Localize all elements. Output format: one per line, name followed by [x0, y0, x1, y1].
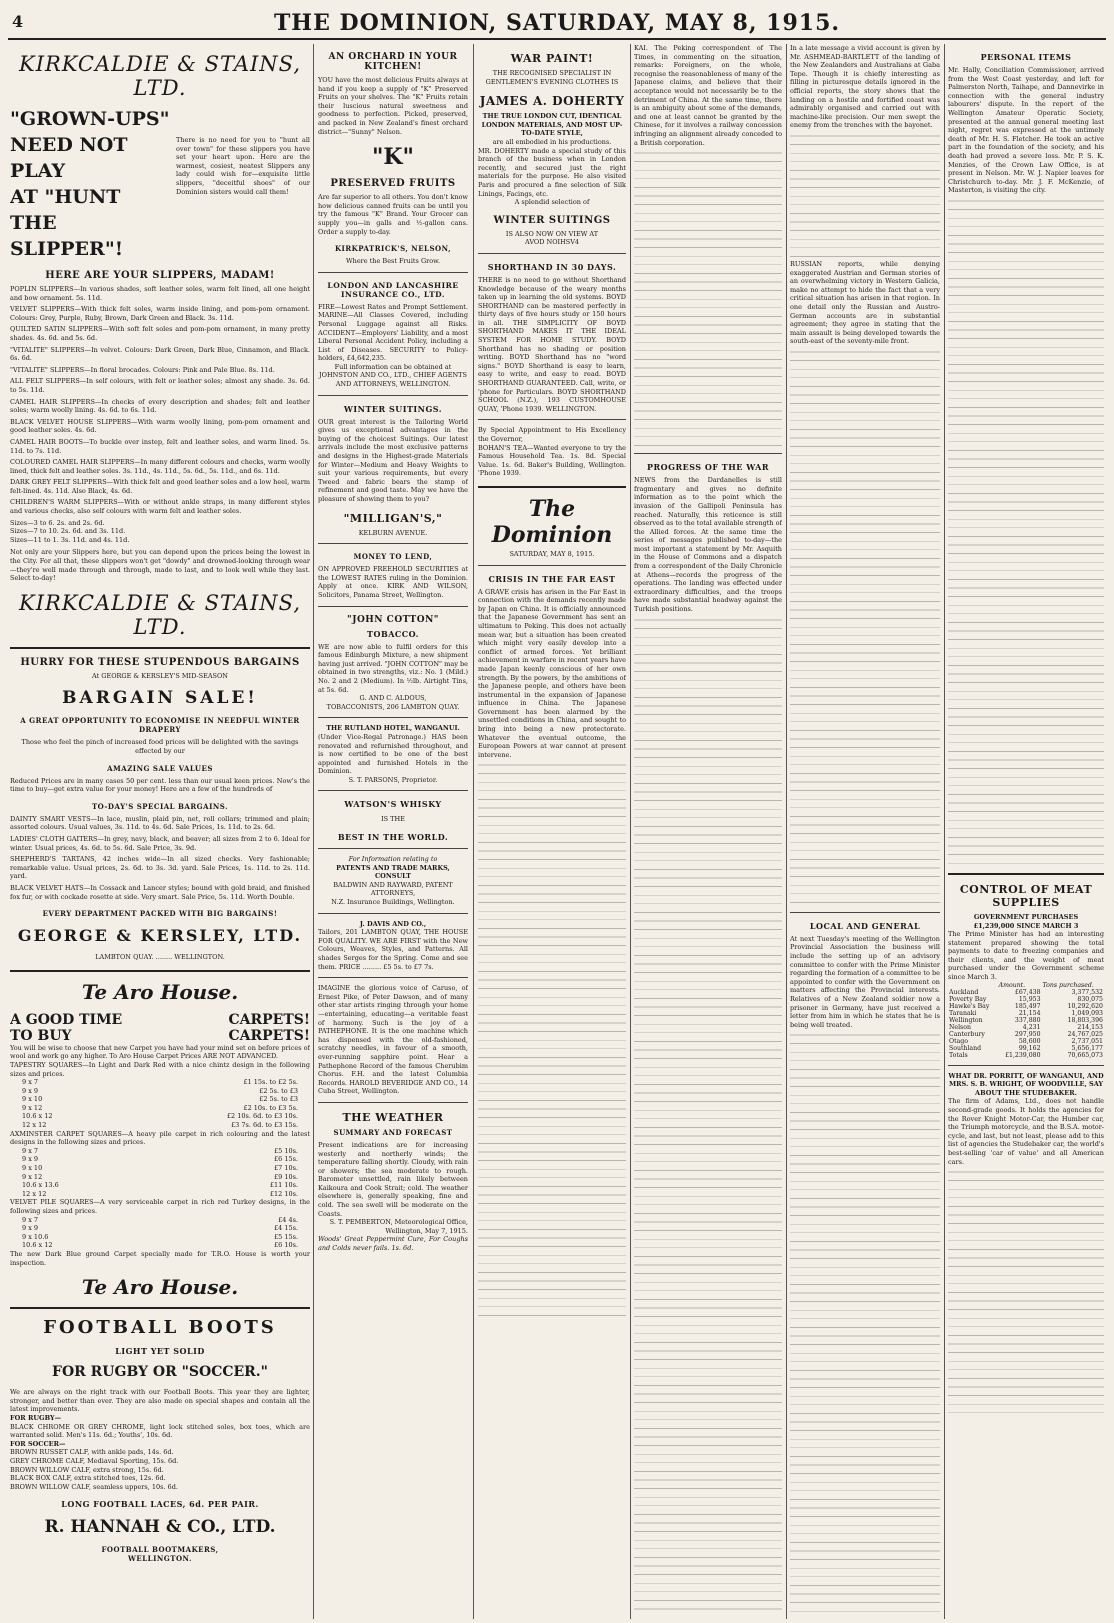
meat-cell: 830,075 — [1077, 995, 1103, 1003]
price-row — [10, 1224, 310, 1233]
te-aro-house-title: Te Aro House. — [81, 979, 239, 1004]
slippers-heading: HERE ARE YOUR SLIPPERS, MADAM! — [45, 270, 275, 281]
meat-cell: Otago — [949, 1037, 968, 1045]
dominion-nameplate: The Dominion — [491, 495, 613, 548]
football-boots-head: FOOTBALL BOOTS — [43, 1317, 277, 1339]
price-row — [10, 1078, 310, 1087]
gk-values-head: AMAZING SALE VALUES — [107, 763, 213, 773]
ashmead-text: In a late message a vivid account is given by Mr. ASHMEAD-BARTLETT of the landing of the New Zealanders and Australians at Gaba Tepe. Though it is chiefly interesting as filling in picturesque details ignored in the official reports, the story shows that the landing on a hostile and fortified coast was admirably organised and carried out with machine-like precision. Our men swept the enemy from the trenches with the bayonet. — [790, 44, 940, 130]
rugby-head: FOR RUGBY— — [10, 1413, 62, 1422]
carpet-intro: You will be wise to choose that new Carpet you have had your mind set on before prices of wool and work go any higher. To Aro House Carpet Prices ARE NOT ADVANCED. — [10, 1043, 310, 1061]
soccer-item: GREY CHROME CALF, Mediaval Sporting, 15s. 6d. — [10, 1456, 179, 1465]
slipper-footnote: Not only are your Slippers here, but you can depend upon the prices being the lowest in the City. For all that, these slippers won't get "dowdy" and drowned-looking through wear—they're well made through and through, made to last, and to look well while they last. Select to-day! — [10, 548, 310, 583]
gk-sale-title: BARGAIN SALE! — [62, 688, 258, 709]
meat-cell: 5,656,177 — [1071, 1044, 1103, 1052]
gk-values-text: Reduced Prices are in many cases 50 per cent. less than our usual keen prices. Now's the time to buy—get extra value for your money! Here are a few of the hundreds of — [10, 776, 310, 794]
meat-cell: Canterbury — [949, 1030, 985, 1038]
article-text-continued — [790, 130, 940, 260]
price-value: £6 15s. — [273, 1155, 298, 1164]
milligan-addr: KELBURN AVENUE. — [358, 528, 428, 537]
headline-line: "GROWN-UPS" — [10, 108, 170, 130]
article-text-continued — [790, 346, 940, 906]
good-time: A GOOD TIME — [10, 1011, 123, 1028]
meat-cell: 70,665,073 — [1067, 1051, 1103, 1059]
gk-address: LAMBTON QUAY. ........ WELLINGTON. — [95, 953, 225, 962]
shorthand-head: SHORTHAND IN 30 DAYS. — [487, 261, 617, 272]
price-row — [10, 1164, 310, 1173]
milligan-head: WINTER SUITINGS. — [343, 403, 443, 414]
column-rule — [313, 44, 314, 1619]
meat-row — [948, 1003, 1104, 1010]
gk-item: BLACK VELVET HATS—In Cossack and Lancer styles; bound with gold braid, and finished fox fur, or with cockade rosette at side. Very smart. Sale Price, 5s. 11d. Worth Double. — [10, 883, 310, 901]
price-row — [10, 1190, 310, 1199]
slipper-item: ALL FELT SLIPPERS—In self colours, with felt or leather soles; almost any shade. 3s. 6d. to 5s. 11d. — [10, 377, 310, 394]
hotel-text: (Under Vice-Regal Patronage.) HAS been renovated and refurnished throughout, and is now certified to be one of the best appointed and furnished Hotels in the Dominion. — [318, 732, 468, 776]
orchard-head: AN ORCHARD IN YOUR KITCHEN! — [328, 52, 458, 72]
slipper-item: "VITALITE" SLIPPERS—In velvet. Colours: Dark Green, Dark Blue, Cinnamon, and Black. 6s. 6d. — [10, 345, 310, 363]
meat-cell: 3,377,532 — [1071, 988, 1103, 996]
local-general-text: At next Tuesday's meeting of the Wellington Provincial Association the business will include the setting up of an advisory committee to confer with the Prime Minister regarding the formation of a committee to be appointed to confer with the Government on matters affecting the Provincial interests. Relatives of a New Zealand soldier now a prisoner in Germany, have just received a letter from him in which he states that he is being well treated. — [790, 934, 940, 1029]
personal-items-head: PERSONAL ITEMS — [980, 52, 1072, 62]
article-text-continued — [948, 1166, 1104, 1416]
price-size: 12 x 12 — [22, 1121, 47, 1130]
carpet-note: The new Dark Blue ground Carpet specially made for T.R.O. House is worth your inspection. — [10, 1249, 310, 1267]
meat-row — [948, 1052, 1104, 1059]
insurance-name: LONDON AND LANCASHIRE INSURANCE CO., LTD. — [327, 280, 459, 299]
k-text: Are far superior to all others. You don't know how delicious canned fruits can be until you try the famous "K" Brand. Your Grocer can supply you—in galls and ½-gallon cans. Order a supply to-day. — [318, 193, 468, 236]
patent-addr: N.Z. Insurance Buildings, Wellington. — [331, 898, 455, 907]
price-size: 9 x 10 — [22, 1095, 43, 1104]
page-number: 4 — [12, 12, 24, 31]
meat-cell: 1,049,093 — [1071, 1009, 1103, 1017]
te-aro-house-title-2: Te Aro House. — [81, 1275, 239, 1300]
football-for: FOR RUGBY OR "SOCCER." — [52, 1364, 268, 1381]
milligan-name: "MILLIGAN'S," — [343, 511, 443, 525]
gk-item: SHEPHERD'S TARTANS, 42 inches wide—In all sized checks. Very fashionable; remarkable value. Usual prices, 2s. 6d. to 3s. 3d. yard. Sale Prices, 1s. 11d. to 2s. 11d. yard. — [10, 855, 310, 881]
meat-row — [948, 1010, 1104, 1017]
price-value: £11 10s. — [269, 1181, 298, 1190]
meat-cell: 337,880 — [1014, 1016, 1041, 1024]
carpets-1: CARPETS! — [228, 1011, 310, 1028]
meat-cell: 21,154 — [1018, 1009, 1041, 1017]
price-value: £2 10s. to £3 5s. — [243, 1103, 298, 1112]
price-size: 10.6 x 12 — [22, 1112, 53, 1121]
kirkcaldie-brand-footer: KIRKCALDIE & STAINS, LTD. — [19, 590, 301, 639]
price-row — [10, 1095, 310, 1104]
meat-cell: 58,600 — [1018, 1037, 1041, 1045]
laces: LONG FOOTBALL LACES, 6d. PER PAIR. — [61, 1499, 259, 1510]
crisis-text: A GRAVE crisis has arisen in the Far East in connection with the demands recently made by Japan on China. It is officially announced that the Japanese Government has sent an ultimatum to Peking. This does not actually mean war, but a situation has been created which might very easily develop into a conflict of armed forces. Yet brilliant achievement in warfare in recent years have made Japan keenly conscious of her own strength. By the powers, by the ambitions of the Japanese people, and others have been instrumental in the expansion of Japanese influence in China. The Japanese Government has been alarmed by the unsettled conditions in China, and sought to bring into being a new protectorate. Whatever the eventual outcome, the European Powers at war cannot at present intervene. — [478, 587, 626, 759]
meat-total: £1,239,000 SINCE MARCH 3 — [973, 921, 1079, 930]
tea-head: By Special Appointment to His Excellency the Governor, — [478, 426, 626, 443]
price-value: £4 4s. — [278, 1215, 298, 1224]
russian-text: RUSSIAN reports, while denying exaggerated Austrian and German stories of an overwhelming victory in Western Galicia, make no attempt to hide the fact that a very critical situation has arisen in that region. In one detail only the Russian and Austro-German accounts are in substantial agreement; they agree in stating that the main assault is being developed towards the south-east of the seventy-mile front. — [790, 259, 940, 346]
orchard-text: YOU have the most delicious Fruits always at hand if you keep a supply of "K" Preserved Fruits on your shelves. The "K" Fruits retain their luscious natural sweetness and goodness to perfection. Picked, preserved, and packed in New Zealand's finest orchard district—"Sunny" Nelson. — [318, 76, 468, 136]
hannah-name: R. HANNAH & CO., LTD. — [44, 1517, 276, 1538]
size-line: Sizes—3 to 6. 2s. and 2s. 6d. — [10, 518, 105, 527]
price-size: 9 x 10 — [22, 1164, 43, 1173]
column-rule — [630, 44, 631, 1619]
price-row — [10, 1181, 310, 1190]
suit-intro: A splendid selection of — [514, 198, 590, 207]
doherty-name: JAMES A. DOHERTY — [479, 94, 625, 109]
headline-line: AT "HUNT THE — [10, 186, 121, 234]
meat-row — [948, 996, 1104, 1003]
tapestry-head: TAPESTRY SQUARES—In Light and Dark Red with a nice chintz design in the following sizes and prices. — [10, 1060, 310, 1078]
porritt-head: WHAT DR. PORRITT, OF WANGANUI, AND MRS. S. B. WRIGHT, OF WOODVILLE, SAY ABOUT THE STUDEBAKER. — [948, 1071, 1104, 1097]
price-size: 9 x 9 — [22, 1086, 39, 1095]
price-row — [10, 1147, 310, 1156]
slipper-item: POPLIN SLIPPERS—In various shades, soft leather soles, warm felt lined, all one height and bow ornament. 5s. 11d. — [10, 285, 310, 302]
meat-col-header: Tons purchased. — [1042, 981, 1094, 989]
price-row — [10, 1121, 310, 1130]
shorthand-text: THERE is no need to go without Shorthand Knowledge because of the weary months taken up in learning the old systems. BOYD SHORTHAND can be mastered perfectly in thirty days of five hours study or 150 hours in all. THE SIMPLICITY OF BOYD SHORTHAND MAKES IT THE IDEAL SYSTEM FOR HOME STUDY. BOYD Shorthand has no shading or position writing. BOYD Shorthand has no "word signs." BOYD Shorthand is easy to learn, easy to write, and easy to read. BOYD SHORTHAND GUARANTEED. Call, write, or 'phone for Particulars. BOYD SHORTHAND SCHOOL (N.Z.), 193 CUSTOMHOUSE QUAY, 'Phone 1939. WELLINGTON. — [478, 275, 626, 413]
column-5 — [790, 44, 940, 1619]
article-text-continued — [790, 1029, 940, 1619]
size-line: Sizes—11 to 1. 3s. 11d. and 4s. 11d. — [10, 535, 130, 544]
soccer-item: BLACK BOX CALF, extra stitched toes, 12s. 6d. — [10, 1474, 166, 1483]
paper-title: THE DOMINION, SATURDAY, MAY 8, 1915. — [273, 10, 841, 36]
slipper-item: BLACK VELVET HOUSE SLIPPERS—With warm woolly lining, pom-pom ornament and good leather soles. 4s. 6d. — [10, 417, 310, 435]
to-buy: TO BUY — [10, 1027, 72, 1044]
whisky-best: BEST IN THE WORLD. — [337, 832, 449, 843]
price-row — [10, 1173, 310, 1182]
price-value: £2 10s. 6d. to £3 10s. — [226, 1112, 298, 1121]
axminster-prices — [10, 1147, 310, 1199]
soccer-item: BROWN WILLOW CALF, extra strong, 15s. 6d. — [10, 1465, 164, 1474]
doherty-sub: THE TRUE LONDON CUT, IDENTICAL LONDON MATERIALS, AND MOST UP-TO-DATE STYLE, — [481, 112, 623, 138]
meat-cell: 15,953 — [1018, 995, 1041, 1003]
slipper-item: COLOURED CAMEL HAIR SLIPPERS—In many different colours and checks, warm woolly lined, thick felt and leather soles. 3s. 11d., 4s. 11d., 5s. 6d., 5s. 11d., and 6s. 11d. — [10, 458, 310, 475]
column-2-advertisements — [318, 44, 468, 1619]
article-text-continued — [478, 759, 626, 1319]
tailor-name: J. DAVIS AND CO., — [359, 919, 427, 928]
gk-tagline: HURRY FOR THESE STUPENDOUS BARGAINS — [20, 656, 300, 668]
gk-item: LADIES' CLOTH GAITERS—In grey, navy, black, and beaver; all sizes from 2 to 6. Ideal for winter. Usual prices, 4s. 6d. to 5s. 6d. Sale Price, 3s. 9d. — [10, 834, 310, 852]
meat-cell: 4,231 — [1022, 1023, 1041, 1031]
patent-name: BALDWIN AND RAYWARD, PATENT ATTORNEYS, — [333, 880, 453, 898]
kai-text: KAI. The Peking correspondent of The Times, in commenting on the situation, remarks: Foreigners, on the whole, recognise the reasonableness of many of the Japanese claims, and believe that their acceptance would not necessarily be to the detriment of China. At the same time, there is an ambiguity about some of the demands, and one at least cannot be granted by the Chinese, for it involves a railway concession infringing an alignment already conceded to a British corporation. — [634, 44, 782, 147]
meat-cell: 24,767,025 — [1067, 1030, 1103, 1038]
price-size: 9 x 7 — [22, 1146, 39, 1155]
meat-row — [948, 1038, 1104, 1045]
meat-row — [948, 1017, 1104, 1024]
slipper-ad-top — [10, 106, 310, 262]
soccer-item: BROWN RUSSET CALF, with ankle pads, 14s. 6d. — [10, 1448, 174, 1457]
gk-name: GEORGE & KERSLEY, LTD. — [17, 926, 303, 946]
meat-cell: 99,162 — [1018, 1044, 1041, 1052]
column-6 — [948, 44, 1104, 1619]
price-value: £2 5s. to £3 — [259, 1086, 298, 1095]
meat-cell: Hawke's Bay — [949, 1002, 990, 1010]
insurance-text: FIRE—Lowest Rates and Prompt Settlement. MARINE—All Classes Covered, including Personal Luggage against all Risks. ACCIDENT—Employers' Liability, and a most Liberal Personal Accident Policy, including a List of Diseases. SECURITY to Policy-holders, £4,642,235. — [318, 302, 468, 363]
meat-row — [948, 1045, 1104, 1052]
war-progress-text: NEWS from the Dardanelles is still fragmentary and gives no definite information as to the point which the invasion of the Gallipoli Peninsula has reached. Naturally, this reticence is still observed as to the total available strength of the Allied forces. At the same time the series of messages published to-day—the most important a statement by Mr. Asquith in the House of Commons and a dispatch from a correspondent of the Daily Chronicle at Athens—records the progress of the operations. The landing was effected under extraordinary difficulties, and the troops have made substantial headway against the Turkish positions. — [634, 476, 782, 614]
hannah-city: WELLINGTON. — [128, 1554, 192, 1564]
column-3 — [478, 44, 626, 1619]
suit-head: WINTER SUITINGS — [493, 214, 611, 226]
price-row — [10, 1155, 310, 1164]
milligan-text: OUR great interest is the Tailoring World gives us exceptional advantages in the buying of the choicest Suitings. Our latest arrivals include the most exclusive patterns and designs in the Highest-grade Materials for Winter—Medium and Heavy Weights to suit your various requirements, but every Tweed and fabric bears the stamp of refinement and good taste. May we have the pleasure of showing them to you? — [318, 417, 468, 503]
meat-head: CONTROL OF MEAT SUPPLIES — [959, 882, 1093, 909]
porritt-text: The firm of Adams, Ltd., does not handle second-grade goods. It holds the agencies for the Rover Knight Motor-Car, the Humber car, the Triumph motorcycle, and the B.S.A. motor-cycle, and last, but not least, please add to this list of agencies the Studebaker car, the world's best-selling 'car of value' and all American cars. — [948, 1097, 1104, 1166]
gk-close: EVERY DEPARTMENT PACKED WITH BIG BARGAINS! — [42, 909, 278, 919]
gk-items — [10, 815, 310, 901]
suit-addr: AVOD NOIHSV4 — [524, 238, 580, 247]
war-progress-head: PROGRESS OF THE WAR — [646, 462, 770, 473]
soccer-items — [10, 1448, 310, 1491]
price-row — [10, 1241, 310, 1250]
price-value: £6 10s. — [273, 1241, 298, 1250]
whisky-head: WATSON'S WHISKY — [344, 799, 442, 810]
meat-sub: GOVERNMENT PURCHASES — [973, 912, 1079, 921]
hotel-prop: S. T. PARSONS, Proprietor. — [348, 775, 438, 784]
article-text-continued — [948, 195, 1104, 865]
k-maker: KIRKPATRICK'S, NELSON, — [334, 244, 452, 254]
meat-row — [948, 1031, 1104, 1038]
meat-cell: 185,497 — [1014, 1002, 1041, 1010]
velvet-head: VELVET PILE SQUARES—A very serviceable carpet in rich red Turkey designs, in the following sizes and prices. — [10, 1198, 310, 1215]
column-rule — [944, 44, 945, 1619]
size-line: Sizes—7 to 10. 2s. 6d. and 3s. 11d. — [10, 527, 126, 536]
price-row — [10, 1112, 310, 1121]
slippers-list — [10, 285, 310, 583]
meat-cell: 297,950 — [1014, 1030, 1041, 1038]
tailor-text: Tailors, 201 LAMBTON QUAY, THE HOUSE FOR QUALITY. WE ARE FIRST with the New Colours, Weaves, Styles, and Patterns. All shades Serges for the Spring. Come and see them. PRICE ......... £5 5s. to £7 7s. — [318, 928, 468, 971]
peppermint-cure-ad: Woods' Great Peppermint Cure, For Coughs and Colds never fails. 1s. 6d. — [318, 1235, 468, 1253]
hotel-head: THE RUTLAND HOTEL, WANGANUI. — [326, 724, 460, 733]
money-text: ON APPROVED FREEHOLD SECURITIES at the LOWEST RATES ruling in the Dominion. Apply at once. KIRK AND WILSON, Solicitors, Panama Street, Wellington. — [318, 565, 468, 599]
meat-cell: £1,239,080 — [1005, 1051, 1041, 1059]
k-head: PRESERVED FRUITS — [330, 178, 456, 190]
price-row — [10, 1216, 310, 1225]
football-intro: We are always on the right track with our Football Boots. This year they are lighter, stronger, and better than ever. They are also made on special shapes and contain all the latest improvements. — [10, 1388, 310, 1414]
aldous-addr: TOBACCONISTS, 206 LAMBTON QUAY. — [326, 702, 460, 711]
meat-row — [948, 989, 1104, 996]
weather-head: THE WEATHER — [342, 1110, 444, 1124]
price-size: 9 x 10.6 — [22, 1232, 49, 1241]
axminster-head: AXMINSTER CARPET SQUARES—A heavy pile carpet in rich colouring and the latest designs in the following sizes and prices. — [10, 1129, 310, 1147]
weather-text: Present indications are for increasing westerly and northerly winds; the temperature falling shortly. Cloudy, with rain or showers; the sea moderate to rough. Barometer unsettled, rain likely between Kaikoura and Cook Strait; cold. The weather elsewhere is, generally speaking, fine and cold. The sea swell will be moderate on the Coasts. — [318, 1140, 468, 1218]
meat-cell: Southland — [949, 1044, 982, 1052]
tapestry-prices — [10, 1078, 310, 1130]
price-size: 9 x 12 — [22, 1103, 43, 1112]
price-size: 12 x 12 — [22, 1189, 47, 1198]
price-size: 10.6 x 13.6 — [22, 1181, 59, 1190]
column-rule — [786, 44, 787, 1619]
gk-item: DAINTY SMART VESTS—In lace, muslin, plaid pin, net, roll collars; trimmed and plain; assorted colours. Usual values, 3s. 11d. to 4s. 6d. Sale Prices, 1s. 11d. to 2s. 6d. — [10, 814, 310, 832]
article-text-continued — [634, 614, 782, 1614]
meat-cell: 18,803,396 — [1067, 1016, 1103, 1024]
meat-purchases-table — [948, 982, 1104, 1059]
aldous-name: G. AND C. ALDOUS, — [359, 694, 427, 703]
meat-col-header — [948, 982, 998, 989]
column-4 — [634, 44, 782, 1619]
meat-col-header: Amount. — [998, 981, 1026, 989]
meat-cell: £67,438 — [1014, 988, 1041, 996]
velvet-prices — [10, 1216, 310, 1250]
price-size: 9 x 12 — [22, 1172, 43, 1181]
gk-subtitle: A GREAT OPPORTUNITY TO ECONOMISE IN NEEDFUL WINTER DRAPERY — [20, 716, 300, 735]
price-row — [10, 1087, 310, 1096]
headline-line: SLIPPER"! — [10, 238, 124, 260]
carpets-2: CARPETS! — [228, 1027, 310, 1044]
gk-intro: Those who feel the pinch of increased food prices will be delighted with the savings effected by our — [21, 738, 299, 755]
whisky-is: IS THE — [381, 815, 405, 824]
price-value: £3 7s. 6d. to £3 15s. — [231, 1121, 298, 1130]
slipper-item: CAMEL HAIR SLIPPERS—In checks of every description and shades; felt and leather soles; warm woolly lining. 4s. 6d. to 6s. 11d. — [10, 397, 310, 415]
cotton-sub: TOBACCO. — [367, 628, 419, 639]
meat-cell: Wellington — [949, 1016, 983, 1024]
meat-cell: Taranaki — [949, 1009, 977, 1017]
article-text-continued — [634, 147, 782, 447]
meat-cell: Totals — [949, 1051, 968, 1059]
carpet-headline — [10, 1012, 310, 1044]
football-sub: LIGHT YET SOLID — [115, 1346, 205, 1357]
patent-head: PATENTS AND TRADE MARKS, CONSULT — [336, 863, 450, 881]
kirkcaldie-brand-header: KIRKCALDIE & STAINS, LTD. — [19, 52, 301, 100]
meat-cell: 214,153 — [1077, 1023, 1103, 1031]
price-value: £4 15s. — [273, 1224, 298, 1233]
insurance-agent: Full information can be obtained at JOHNSTON AND CO., LTD., CHIEF AGENTS AND ATTORNEYS, WELLINGTON. — [319, 362, 467, 389]
hannah-tag: FOOTBALL BOOTMAKERS, — [101, 1545, 219, 1555]
price-size: 9 x 9 — [22, 1224, 39, 1233]
soccer-item: BROWN WILLOW CALF, seamless uppers, 10s. 6d. — [10, 1482, 178, 1491]
price-row — [10, 1104, 310, 1113]
local-general-head: LOCAL AND GENERAL — [809, 920, 921, 931]
slipper-headline — [10, 106, 170, 262]
cotton-head: "JOHN COTTON" — [347, 614, 439, 625]
price-size: 9 x 9 — [22, 1155, 39, 1164]
weather-sub: SUMMARY AND FORECAST — [333, 1127, 453, 1137]
column-rule — [473, 44, 474, 1619]
page-masthead — [8, 8, 1106, 40]
gk-at: At GEORGE & KERSLEY'S MID-SEASON — [92, 671, 228, 680]
slipper-item: DARK GREY FELT SLIPPERS—With thick felt and good leather soles and a low heel, warm felt-lined. 4s. 11d. Also Black, 4s. 6d. — [10, 478, 310, 495]
patent-intro: For Information relating to — [348, 855, 438, 864]
price-row — [10, 1233, 310, 1242]
tea-text: BOHAN'S TEA—Wanted everyone to try the Famous Household Tea. 1s. 8d. Special Value. 1s. 6d. Baker's Building, Wellington. 'Phone 1939. — [478, 443, 626, 478]
meat-cell: 2,737,051 — [1071, 1037, 1103, 1045]
meat-text: The Prime Minister has had an interesting statement prepared showing the total payments to date to freezing companies and their clients, and the weight of meat purchased under the Government scheme since March 3. — [948, 930, 1104, 982]
crisis-head: CRISIS IN THE FAR EAST — [488, 573, 616, 584]
price-value: £2 5s. to £3 — [259, 1095, 298, 1104]
doherty-note: are all embodied in his productions. — [492, 137, 612, 146]
pathephone-text: IMAGINE the glorious voice of Caruso, of Ernest Pike, of Peter Dawson, and of many other star artists ringing through your home—entertaining, educating—a veritable feast of harmony. Such is the joy of a PATHEPHONE. It is the one machine which has dispensed with the old-fashioned, scratchy needles, in favour of a smooth, ever-running sapphire point. Hear a Pathephone Record of the famous Cherubim Chorus. F.H. and the latest Columbia Records. HAROLD BEVERIDGE AND CO., 14 Cuba Street, Wellington. — [318, 984, 468, 1096]
meat-cell: Auckland — [949, 988, 979, 996]
price-value: £9 10s. — [273, 1172, 298, 1181]
warpaint-head: WAR PAINT! — [510, 52, 594, 65]
price-value: £7 10s. — [273, 1164, 298, 1173]
gk-today-head: TO-DAY'S SPECIAL BARGAINS. — [91, 801, 229, 811]
meat-row — [948, 1024, 1104, 1031]
k-brand-mark: "K" — [371, 144, 415, 171]
warpaint-sub: THE RECOGNISED SPECIALIST IN GENTLEMEN'S EVENING CLOTHES IS — [485, 69, 619, 86]
slipper-item: CAMEL HAIR BOOTS—To buckle over instep, felt and leather soles, and warm lined. 5s. 11d. to 7s. 11d. — [10, 437, 310, 455]
suit-view: IS ALSO NOW ON VIEW AT — [505, 229, 599, 238]
cotton-text: WE are now able to fulfil orders for this famous Edinburgh Mixture, a new shipment having just arrived. "JOHN COTTON" may be obtained in two strengths, viz.: No. 1 (Mild.) No. 2 and 2 (Medium). In ½lb. Airtight Tins, at 5s. 6d. — [318, 642, 468, 694]
dateline: SATURDAY, MAY 8, 1915. — [509, 549, 595, 558]
slipper-item: CHILDREN'S WARM SLIPPERS—With or without ankle straps, in many different styles and various checks, also self colours with warm felt and leather soles. — [10, 498, 310, 516]
soccer-head: FOR SOCCER— — [10, 1439, 66, 1448]
price-size: 9 x 7 — [22, 1078, 39, 1087]
slipper-item: QUILTED SATIN SLIPPERS—With soft felt soles and pom-pom ornament, in many pretty shades. 4s. 6d. and 5s. 6d. — [10, 325, 310, 342]
slipper-intro: There is no need for you to "hunt all over town" for these slippers you have set your heart upon. Here are the warmest, cosiest, neatest Slippers any lady could wish for—exquisite little slippers, "deceitful shoes" of our Dominion sisters would call them! — [176, 136, 310, 196]
meat-cell: 10,292,620 — [1067, 1002, 1103, 1010]
money-head: MONEY TO LEND, — [353, 552, 433, 562]
headline-line: NEED NOT PLAY — [10, 134, 128, 182]
column-1-advertisements — [10, 44, 310, 1619]
price-value: £1 15s. to £2 5s. — [243, 1078, 298, 1087]
slipper-item: "VITALITE" SLIPPERS—In floral brocades. Colours: Pink and Pale Blue. 8s. 11d. — [10, 365, 275, 374]
weather-signature: S. T. PEMBERTON, Meteorological Office, Wellington, May 7, 1915. — [329, 1218, 468, 1235]
meat-cell: Poverty Bay — [949, 995, 987, 1003]
meat-cell: Nelson — [949, 1023, 971, 1031]
personal-items-text: Mr. Hally, Conciliation Commissioner, arrived from the West Coast yesterday, and left for Palmerston North, Taihape, and Dannevirke in connection with the general industry labourers' dispute. In the report of the Wellington Amateur Operatic Society, presented at the annual general meeting last night, regret was expressed at the untimely death of Mr. H. S. Fletcher. He took an active part in the foundation of the society, and his death had proved a severe loss. Mr. P. S. K. Menzies, of the Crown Law Office, is at present in Nelson. Mr. W. J. Napier leaves for Christchurch to-day. Mr. J. F. McKenzie, of Masterton, is visiting the city. — [948, 66, 1104, 195]
price-size: 10.6 x 12 — [22, 1241, 53, 1250]
price-size: 9 x 7 — [22, 1215, 39, 1224]
doherty-text: MR. DOHERTY made a special study of this branch of the business when in London recently, and secured just the right materials for the purpose. He also visited Paris and procured a fine selection of Silk Linings, Facings, etc. — [478, 146, 626, 198]
k-tag: Where the Best Fruits Grow. — [345, 257, 441, 266]
price-value: £5 10s. — [273, 1146, 298, 1155]
price-value: £12 10s. — [269, 1189, 298, 1198]
price-value: £5 15s. — [273, 1232, 298, 1241]
slipper-item: VELVET SLIPPERS—With thick felt soles, warm inside lining, and pom-pom ornament. Colours: Grey, Purple, Ruby, Brown, Dark Green and Black. 3s. 11d. — [10, 305, 310, 322]
rugby-item: BLACK CHROME OR GREY CHROME, light lock stitched soles, box toes, which are warranted solid. Men's 11s. 6d.; Youths', 10s. 6d. — [10, 1422, 310, 1440]
